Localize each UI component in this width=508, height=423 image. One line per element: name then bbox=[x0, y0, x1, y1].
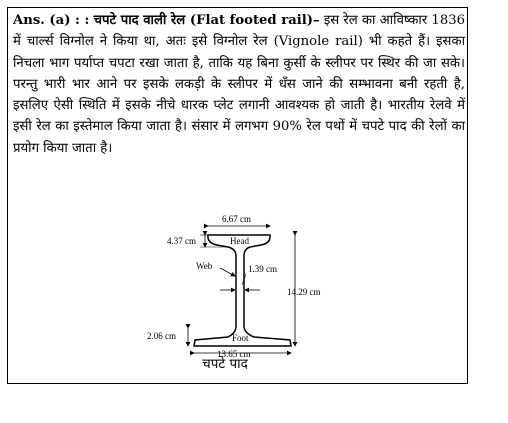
head-depth-label: 4.37 cm bbox=[167, 236, 196, 246]
answer-heading: चपटे पाद वाली रेल (Flat footed rail)– bbox=[93, 13, 320, 28]
web-thickness-label: 1.39 cm bbox=[248, 264, 277, 274]
foot-width-label: 13.65 cm bbox=[217, 349, 251, 359]
answer-paragraph bbox=[13, 10, 465, 159]
foot-label: Foot bbox=[232, 333, 249, 343]
foot-depth-label: 2.06 cm bbox=[147, 331, 176, 341]
head-width-label: 6.67 cm bbox=[222, 214, 251, 224]
answer-body: इस रेल का आविष्कार 1836 में चार्ल्स विग्नोल ने किया था, अतः इसे विग्नोल रेल (Vignole rail) भी कहते हैं। इसका निचला भाग पर्याप्त चपटा रखा जाता है, ताकि यह बिना कुर्सी के स्लीपर पर स्थिर की जा सके। परन्तु भारी भार आने पर इसके लकड़ी के स्लीपर में धँस जाने की सम्भावना बनी रहती है, इसलिए ऐसी स्थिति में इसके नीचे धारक प्लेट लगानी आवश्यक हो जाती है। भारतीय रेलवे में इसी रेल का इस्तेमाल किया जाता है। संसार में लगभग 90% रेल पथों में चपटे पाद की रेलों का प्रयोग किया जाता है। bbox=[13, 13, 465, 156]
figure-caption: चपटे पाद bbox=[202, 356, 248, 372]
web-label: Web bbox=[196, 261, 213, 271]
height-label: 14.29 cm bbox=[287, 287, 321, 297]
flat-footed-rail-diagram bbox=[147, 206, 321, 359]
web-leader bbox=[220, 268, 235, 276]
rail-profile bbox=[194, 235, 291, 346]
head-label: Head bbox=[230, 236, 249, 246]
answer-label: Ans. (a) : : bbox=[13, 13, 90, 28]
